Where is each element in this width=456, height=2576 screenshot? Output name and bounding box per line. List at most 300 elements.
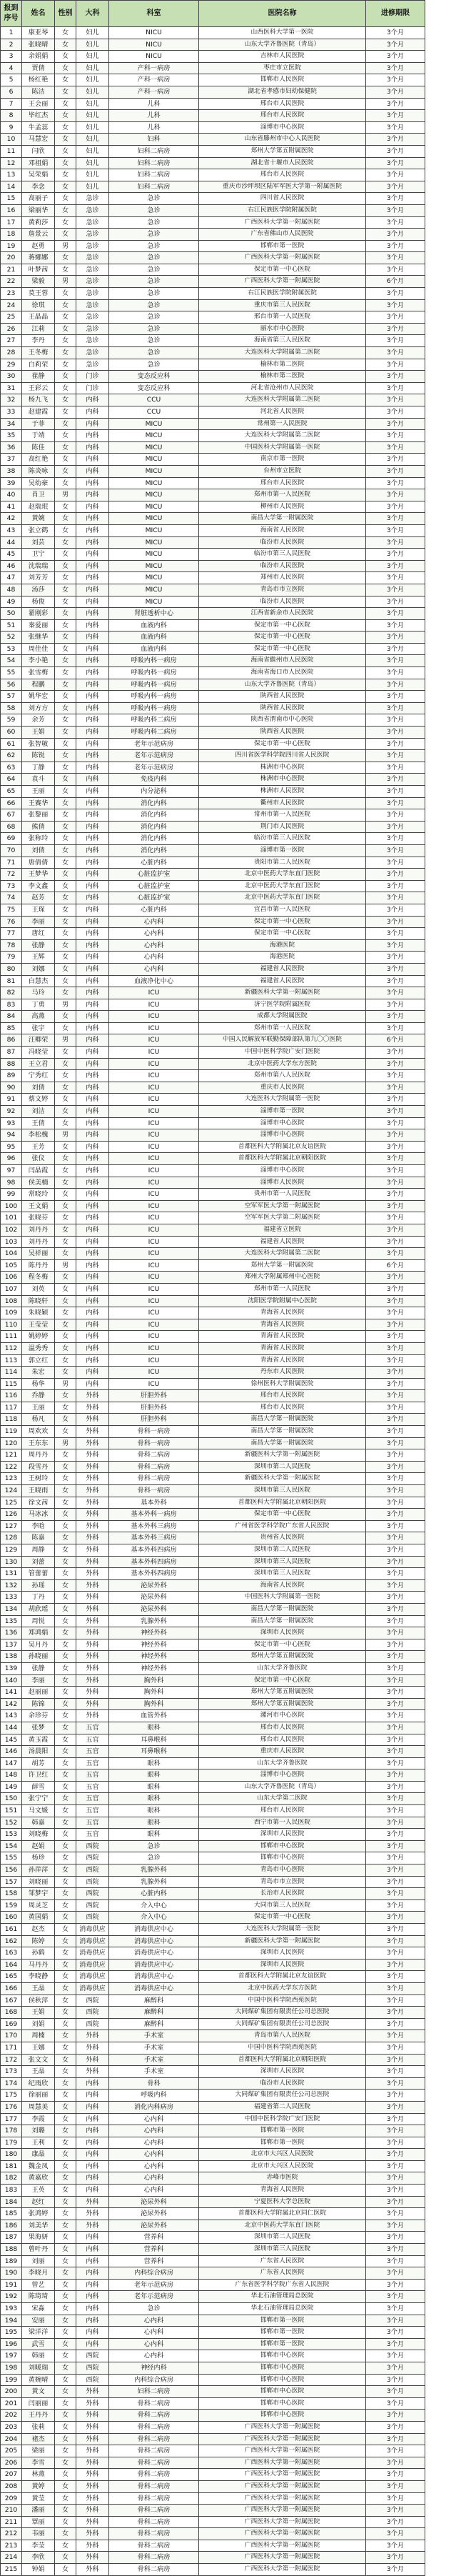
cell-department: 心内科 bbox=[109, 2113, 199, 2125]
cell-seq: 21 bbox=[1, 264, 22, 276]
cell-gender: 女 bbox=[55, 750, 76, 762]
table-row bbox=[1, 2374, 425, 2386]
cell-gender: 女 bbox=[55, 98, 76, 110]
cell-hospital: 首都医科大学附属北京朝阳医院 bbox=[199, 1497, 366, 1509]
cell-hospital: 山东大学齐鲁医院（青岛） bbox=[199, 1781, 366, 1793]
cell-gender: 女 bbox=[55, 679, 76, 691]
cell-division: 西院 bbox=[76, 1899, 109, 1912]
table-row bbox=[1, 465, 425, 477]
cell-division: 内科 bbox=[76, 406, 109, 419]
cell-division: 急诊 bbox=[76, 347, 109, 359]
cell-department: 妇科 bbox=[109, 134, 199, 146]
table-row bbox=[1, 2267, 425, 2280]
cell-division: 外科 bbox=[76, 1639, 109, 1651]
cell-name: 覃丽 bbox=[22, 2516, 55, 2528]
cell-department: 心内科 bbox=[109, 939, 199, 952]
cell-name: 陈炎咏 bbox=[22, 465, 55, 477]
cell-department: 眼科 bbox=[109, 1829, 199, 1841]
table-row bbox=[1, 892, 425, 904]
cell-hospital: 青海省人民医院 bbox=[199, 1307, 366, 1319]
cell-name: 汤莎 bbox=[22, 584, 55, 596]
cell-name: 马慧宏 bbox=[22, 134, 55, 146]
cell-duration: 3个月 bbox=[366, 2101, 425, 2113]
cell-department: 内科综合病房 bbox=[109, 2267, 199, 2280]
cell-gender: 女 bbox=[55, 2066, 76, 2078]
cell-seq: 1 bbox=[1, 27, 22, 39]
cell-duration: 3个月 bbox=[366, 204, 425, 216]
table-row bbox=[1, 406, 425, 419]
table-row bbox=[1, 1840, 425, 1852]
cell-division: 五官 bbox=[76, 1769, 109, 1782]
cell-duration: 3个月 bbox=[366, 74, 425, 86]
cell-department: 骨科二病房 bbox=[109, 2505, 199, 2517]
table-row bbox=[1, 1947, 425, 1960]
table-row bbox=[1, 1757, 425, 1769]
cell-division: 内科 bbox=[76, 631, 109, 644]
cell-department: 肝胆外科 bbox=[109, 1414, 199, 1426]
cell-seq: 132 bbox=[1, 1579, 22, 1592]
cell-department: 内分泌科 bbox=[109, 786, 199, 798]
cell-division: 外科 bbox=[76, 2433, 109, 2445]
cell-duration: 3个月 bbox=[366, 1781, 425, 1793]
cell-hospital: 广东省佛山市人民医院 bbox=[199, 229, 366, 241]
cell-seq: 117 bbox=[1, 1402, 22, 1414]
cell-seq: 40 bbox=[1, 489, 22, 501]
cell-gender: 女 bbox=[55, 477, 76, 489]
cell-name: 王倩 bbox=[22, 1117, 55, 1129]
cell-name: 郭立红 bbox=[22, 1354, 55, 1367]
cell-name: 余珍芬 bbox=[22, 1710, 55, 1722]
cell-division: 内科 bbox=[76, 1082, 109, 1094]
cell-gender: 女 bbox=[55, 619, 76, 631]
table-row bbox=[1, 2030, 425, 2042]
cell-department: 消化内科 bbox=[109, 809, 199, 822]
cell-duration: 3个月 bbox=[366, 727, 425, 739]
cell-duration: 3个月 bbox=[366, 1212, 425, 1224]
cell-seq: 119 bbox=[1, 1426, 22, 1438]
cell-name: 武雪 bbox=[22, 2338, 55, 2350]
cell-duration: 3个月 bbox=[366, 1248, 425, 1260]
header-department: 科室 bbox=[109, 1, 199, 27]
table-row bbox=[1, 916, 425, 928]
cell-division: 内科 bbox=[76, 2101, 109, 2113]
table-row bbox=[1, 1461, 425, 1473]
cell-name: 梁丽华 bbox=[22, 204, 55, 216]
cell-duration: 3个月 bbox=[366, 1189, 425, 1201]
cell-hospital: 长治市人民医院 bbox=[199, 1888, 366, 1900]
cell-division: 内科 bbox=[76, 596, 109, 608]
table-row bbox=[1, 1367, 425, 1379]
cell-duration: 3个月 bbox=[366, 2291, 425, 2303]
cell-hospital: 中国人民解放军联勤保障部队第九〇〇医院 bbox=[199, 1034, 366, 1047]
cell-department: 骨科二病房 bbox=[109, 2528, 199, 2540]
cell-gender: 女 bbox=[55, 1426, 76, 1438]
table-row bbox=[1, 667, 425, 679]
cell-department: MICU bbox=[109, 454, 199, 466]
cell-gender: 女 bbox=[55, 501, 76, 513]
cell-gender: 女 bbox=[55, 631, 76, 644]
cell-department: 儿科 bbox=[109, 98, 199, 110]
table-row bbox=[1, 134, 425, 146]
cell-hospital: 临汾市第三人民医院 bbox=[199, 549, 366, 561]
cell-gender: 女 bbox=[55, 2232, 76, 2244]
cell-department: 骨科二病房 bbox=[109, 2480, 199, 2492]
cell-department: 肾脏透析中心 bbox=[109, 608, 199, 620]
cell-seq: 50 bbox=[1, 608, 22, 620]
cell-duration: 3个月 bbox=[366, 335, 425, 347]
table-row bbox=[1, 1864, 425, 1877]
cell-hospital: 河北省沧州市人民医院 bbox=[199, 382, 366, 394]
table-row bbox=[1, 1556, 425, 1568]
cell-name: 莫王蓉 bbox=[22, 288, 55, 300]
cell-seq: 34 bbox=[1, 418, 22, 430]
cell-duration: 3个月 bbox=[366, 1651, 425, 1663]
cell-gender: 女 bbox=[55, 1864, 76, 1877]
cell-name: 韩嘉 bbox=[22, 1817, 55, 1829]
cell-division: 门诊 bbox=[76, 371, 109, 383]
cell-department: 消化内科病房 bbox=[109, 2101, 199, 2113]
cell-seq: 178 bbox=[1, 2125, 22, 2137]
cell-duration: 3个月 bbox=[366, 1022, 425, 1034]
table-body bbox=[1, 27, 425, 2576]
cell-name: 黄莉莎 bbox=[22, 216, 55, 229]
cell-division: 内科 bbox=[76, 536, 109, 549]
cell-division: 外科 bbox=[76, 2469, 109, 2481]
table-row bbox=[1, 1579, 425, 1592]
cell-seq: 88 bbox=[1, 1058, 22, 1070]
cell-department: 骨科二病房 bbox=[109, 2421, 199, 2433]
cell-hospital: 邢台市人民医院 bbox=[199, 477, 366, 489]
cell-department: 胸外科 bbox=[109, 1687, 199, 1699]
cell-seq: 16 bbox=[1, 204, 22, 216]
cell-name: 黄文 bbox=[22, 2386, 55, 2398]
cell-department: CCU bbox=[109, 394, 199, 406]
cell-hospital: 首都医科大学附属北京同仁医院 bbox=[199, 2208, 366, 2220]
cell-name: 安丽 bbox=[22, 2315, 55, 2327]
cell-hospital: 陕西省人民医院 bbox=[199, 702, 366, 714]
cell-division: 外科 bbox=[76, 2540, 109, 2552]
table-row bbox=[1, 774, 425, 786]
cell-name: 马冰冰 bbox=[22, 1509, 55, 1521]
cell-gender: 女 bbox=[55, 1757, 76, 1769]
cell-name: 杨珍 bbox=[22, 1852, 55, 1864]
table-row bbox=[1, 27, 425, 39]
table-row bbox=[1, 549, 425, 561]
cell-gender: 女 bbox=[55, 667, 76, 679]
cell-seq: 18 bbox=[1, 229, 22, 241]
table-row bbox=[1, 2042, 425, 2054]
table-row bbox=[1, 2291, 425, 2303]
cell-division: 外科 bbox=[76, 2386, 109, 2398]
cell-duration: 3个月 bbox=[366, 27, 425, 39]
cell-hospital: 大同煤矿集团有限责任公司总医院 bbox=[199, 2090, 366, 2102]
table-row bbox=[1, 2279, 425, 2291]
cell-name: 蔡文婷 bbox=[22, 1094, 55, 1106]
cell-gender: 女 bbox=[55, 608, 76, 620]
cell-name: 陈佳 bbox=[22, 441, 55, 454]
table-row bbox=[1, 1959, 425, 1971]
cell-seq: 193 bbox=[1, 2303, 22, 2315]
cell-division: 内科 bbox=[76, 2255, 109, 2267]
table-row bbox=[1, 204, 425, 216]
cell-hospital: 广西医科大学第一附属医院 bbox=[199, 2516, 366, 2528]
cell-gender: 女 bbox=[55, 134, 76, 146]
cell-name: 吴幼豪 bbox=[22, 477, 55, 489]
cell-department: MICU bbox=[109, 477, 199, 489]
cell-name: 陈洁 bbox=[22, 86, 55, 98]
cell-duration: 3个月 bbox=[366, 1473, 425, 1485]
cell-hospital: 山东大学第二医院 bbox=[199, 1793, 366, 1805]
cell-hospital: 邯郸市第一医院 bbox=[199, 240, 366, 252]
cell-seq: 91 bbox=[1, 1094, 22, 1106]
cell-name: 刘璐 bbox=[22, 2125, 55, 2137]
cell-department: ICU bbox=[109, 987, 199, 999]
cell-hospital: 丽水市中心医院 bbox=[199, 323, 366, 335]
cell-name: 钟娟 bbox=[22, 2564, 55, 2576]
cell-department: 泌尿外科 bbox=[109, 2220, 199, 2232]
cell-seq: 11 bbox=[1, 145, 22, 157]
cell-division: 内科 bbox=[76, 1224, 109, 1236]
cell-department: ICU bbox=[109, 1034, 199, 1047]
cell-seq: 22 bbox=[1, 276, 22, 288]
cell-name: 姚婷婷 bbox=[22, 1331, 55, 1343]
cell-hospital: 沈阳医学院附属中心医院 bbox=[199, 1295, 366, 1307]
cell-seq: 123 bbox=[1, 1473, 22, 1485]
cell-name: 白慧杰 bbox=[22, 975, 55, 987]
table-row bbox=[1, 2362, 425, 2374]
cell-hospital: 华北石油管理局总医院 bbox=[199, 2303, 366, 2315]
cell-duration: 3个月 bbox=[366, 1579, 425, 1592]
cell-duration: 3个月 bbox=[366, 2327, 425, 2339]
cell-division: 内科 bbox=[76, 1153, 109, 1165]
cell-seq: 166 bbox=[1, 1982, 22, 1995]
cell-department: MICU bbox=[109, 560, 199, 572]
cell-hospital: 淄博市中心医院 bbox=[199, 1769, 366, 1782]
table-row bbox=[1, 1924, 425, 1936]
table-row bbox=[1, 584, 425, 596]
cell-hospital: 宜昌市第一人民医院 bbox=[199, 904, 366, 916]
cell-division: 内科 bbox=[76, 1212, 109, 1224]
cell-department: MICU bbox=[109, 441, 199, 454]
cell-gender: 女 bbox=[55, 2077, 76, 2090]
cell-hospital: 右江民族医学院附属医院 bbox=[199, 204, 366, 216]
header-row bbox=[1, 1, 425, 27]
cell-name: 曾叶丹 bbox=[22, 2244, 55, 2256]
cell-name: 高丽子 bbox=[22, 193, 55, 205]
cell-division: 西院 bbox=[76, 1840, 109, 1852]
cell-name: 高红艳 bbox=[22, 454, 55, 466]
cell-department: ICU bbox=[109, 1129, 199, 1142]
cell-gender: 女 bbox=[55, 1924, 76, 1936]
cell-division: 外科 bbox=[76, 1544, 109, 1557]
cell-duration: 3个月 bbox=[366, 1544, 425, 1557]
cell-duration: 3个月 bbox=[366, 1603, 425, 1615]
table-row bbox=[1, 418, 425, 430]
table-row bbox=[1, 1189, 425, 1201]
cell-duration: 3个月 bbox=[366, 1307, 425, 1319]
cell-department: 急诊 bbox=[109, 299, 199, 311]
cell-hospital: 大连医科大学附属第二医院 bbox=[199, 347, 366, 359]
cell-duration: 3个月 bbox=[366, 2552, 425, 2564]
cell-department: 泌尿外科 bbox=[109, 2208, 199, 2220]
cell-duration: 3个月 bbox=[366, 643, 425, 655]
cell-gender: 女 bbox=[55, 1556, 76, 1568]
cell-gender: 女 bbox=[55, 2255, 76, 2267]
table-row bbox=[1, 1603, 425, 1615]
cell-seq: 43 bbox=[1, 524, 22, 536]
cell-division: 内科 bbox=[76, 2125, 109, 2137]
cell-gender: 女 bbox=[55, 2303, 76, 2315]
cell-duration: 3个月 bbox=[366, 62, 425, 74]
cell-seq: 27 bbox=[1, 335, 22, 347]
cell-department: 产科一病房 bbox=[109, 74, 199, 86]
cell-seq: 108 bbox=[1, 1295, 22, 1307]
cell-division: 内科 bbox=[76, 714, 109, 727]
cell-hospital: 北京中医药大学东直门医院 bbox=[199, 892, 366, 904]
cell-gender: 女 bbox=[55, 1117, 76, 1129]
cell-name: 李晗 bbox=[22, 1520, 55, 1532]
cell-division: 外科 bbox=[76, 2528, 109, 2540]
cell-seq: 82 bbox=[1, 987, 22, 999]
cell-hospital: 贵州省人民医院 bbox=[199, 1532, 366, 1544]
table-row bbox=[1, 240, 425, 252]
cell-division: 外科 bbox=[76, 1402, 109, 1414]
cell-name: 果海妍 bbox=[22, 2232, 55, 2244]
cell-duration: 3个月 bbox=[366, 1888, 425, 1900]
cell-division: 妇儿 bbox=[76, 27, 109, 39]
cell-duration: 3个月 bbox=[366, 1817, 425, 1829]
cell-seq: 215 bbox=[1, 2564, 22, 2576]
cell-duration: 3个月 bbox=[366, 359, 425, 371]
cell-department: 心脏监护室 bbox=[109, 880, 199, 892]
cell-seq: 93 bbox=[1, 1117, 22, 1129]
cell-gender: 女 bbox=[55, 2386, 76, 2398]
cell-gender: 女 bbox=[55, 1568, 76, 1580]
cell-duration: 3个月 bbox=[366, 844, 425, 857]
cell-hospital: 福建省人民医院 bbox=[199, 963, 366, 975]
table-row bbox=[1, 1627, 425, 1639]
cell-division: 五官 bbox=[76, 1746, 109, 1758]
cell-name: 贾倩 bbox=[22, 62, 55, 74]
cell-hospital: 海港医院 bbox=[199, 952, 366, 964]
cell-gender: 女 bbox=[55, 1793, 76, 1805]
cell-gender: 女 bbox=[55, 797, 76, 809]
cell-division: 内科 bbox=[76, 667, 109, 679]
cell-division: 外科 bbox=[76, 1698, 109, 1710]
cell-division: 五官 bbox=[76, 1781, 109, 1793]
cell-gender: 女 bbox=[55, 655, 76, 667]
cell-name: 袁斗 bbox=[22, 774, 55, 786]
cell-department: 心内科 bbox=[109, 928, 199, 940]
table-row bbox=[1, 1177, 425, 1189]
cell-duration: 3个月 bbox=[366, 2137, 425, 2149]
cell-department: MICU bbox=[109, 596, 199, 608]
cell-hospital: 郑州大学第五附属医院 bbox=[199, 1698, 366, 1710]
cell-hospital: 大同市第三人民医院 bbox=[199, 1899, 366, 1912]
cell-department: ICU bbox=[109, 1047, 199, 1059]
cell-department: ICU bbox=[109, 1259, 199, 1272]
cell-seq: 205 bbox=[1, 2445, 22, 2457]
cell-division: 外科 bbox=[76, 1390, 109, 1402]
cell-division: 内科 bbox=[76, 727, 109, 739]
cell-hospital: 海南省第三人民医院 bbox=[199, 335, 366, 347]
cell-gender: 女 bbox=[55, 1272, 76, 1284]
cell-name: 康晶 bbox=[22, 2149, 55, 2161]
cell-duration: 3个月 bbox=[366, 1662, 425, 1674]
cell-department: 骨科一病房 bbox=[109, 1426, 199, 1438]
cell-name: 王晶 bbox=[22, 1982, 55, 1995]
cell-name: 杨华 bbox=[22, 1378, 55, 1390]
cell-division: 外科 bbox=[76, 2030, 109, 2042]
cell-department: 急诊 bbox=[109, 229, 199, 241]
cell-department: 急诊 bbox=[109, 2303, 199, 2315]
cell-name: 康亚琴 bbox=[22, 27, 55, 39]
cell-department: 急诊 bbox=[109, 240, 199, 252]
cell-hospital: 广东省医学科学院广东省人民医院 bbox=[199, 2279, 366, 2291]
cell-department: 变态反应科 bbox=[109, 371, 199, 383]
cell-duration: 3个月 bbox=[366, 750, 425, 762]
cell-department: 骨科二病房 bbox=[109, 2457, 199, 2469]
cell-seq: 201 bbox=[1, 2397, 22, 2410]
cell-duration: 3个月 bbox=[366, 2457, 425, 2469]
cell-hospital: 邯郸市第一医院 bbox=[199, 2137, 366, 2149]
cell-division: 五官 bbox=[76, 1817, 109, 1829]
cell-seq: 202 bbox=[1, 2410, 22, 2422]
cell-division: 外科 bbox=[76, 2042, 109, 2054]
cell-duration: 3个月 bbox=[366, 2160, 425, 2172]
cell-hospital: 广西医科大学第一附属医院 bbox=[199, 276, 366, 288]
cell-division: 内科 bbox=[76, 1094, 109, 1106]
cell-hospital: 邯郸市中心医院 bbox=[199, 2410, 366, 2422]
cell-division: 内科 bbox=[76, 1070, 109, 1082]
cell-hospital: 新疆医科大学第一附属医院 bbox=[199, 1449, 366, 1462]
cell-gender: 女 bbox=[55, 181, 76, 193]
cell-hospital: 枣庄市立医院 bbox=[199, 62, 366, 74]
cell-department: 骨科一病房 bbox=[109, 1437, 199, 1449]
cell-division: 外科 bbox=[76, 2492, 109, 2505]
cell-gender: 女 bbox=[55, 2007, 76, 2019]
cell-seq: 130 bbox=[1, 1556, 22, 1568]
cell-seq: 191 bbox=[1, 2279, 22, 2291]
cell-hospital: 青岛市中心医院 bbox=[199, 1864, 366, 1877]
cell-gender: 女 bbox=[55, 1236, 76, 1248]
cell-duration: 3个月 bbox=[366, 2054, 425, 2066]
cell-division: 内科 bbox=[76, 999, 109, 1011]
cell-duration: 3个月 bbox=[366, 2172, 425, 2185]
cell-duration: 3个月 bbox=[366, 2255, 425, 2267]
cell-hospital: 保定市第一中心医院 bbox=[199, 1639, 366, 1651]
cell-department: 乳腺外科 bbox=[109, 1864, 199, 1877]
cell-department: ICU bbox=[109, 1022, 199, 1034]
table-row bbox=[1, 1829, 425, 1841]
cell-department: 骨科二病房 bbox=[109, 2397, 199, 2410]
cell-duration: 3个月 bbox=[366, 193, 425, 205]
table-row bbox=[1, 1722, 425, 1734]
table-row bbox=[1, 536, 425, 549]
cell-department: 急诊 bbox=[109, 216, 199, 229]
table-row bbox=[1, 560, 425, 572]
cell-hospital: 深圳市第三人民医院 bbox=[199, 1485, 366, 1497]
cell-duration: 3个月 bbox=[366, 2244, 425, 2256]
cell-duration: 3个月 bbox=[366, 892, 425, 904]
cell-gender: 女 bbox=[55, 1982, 76, 1995]
cell-division: 内科 bbox=[76, 1200, 109, 1212]
cell-duration: 3个月 bbox=[366, 2303, 425, 2315]
cell-duration: 3个月 bbox=[366, 1627, 425, 1639]
table-row bbox=[1, 524, 425, 536]
table-row bbox=[1, 62, 425, 74]
cell-division: 内科 bbox=[76, 1117, 109, 1129]
